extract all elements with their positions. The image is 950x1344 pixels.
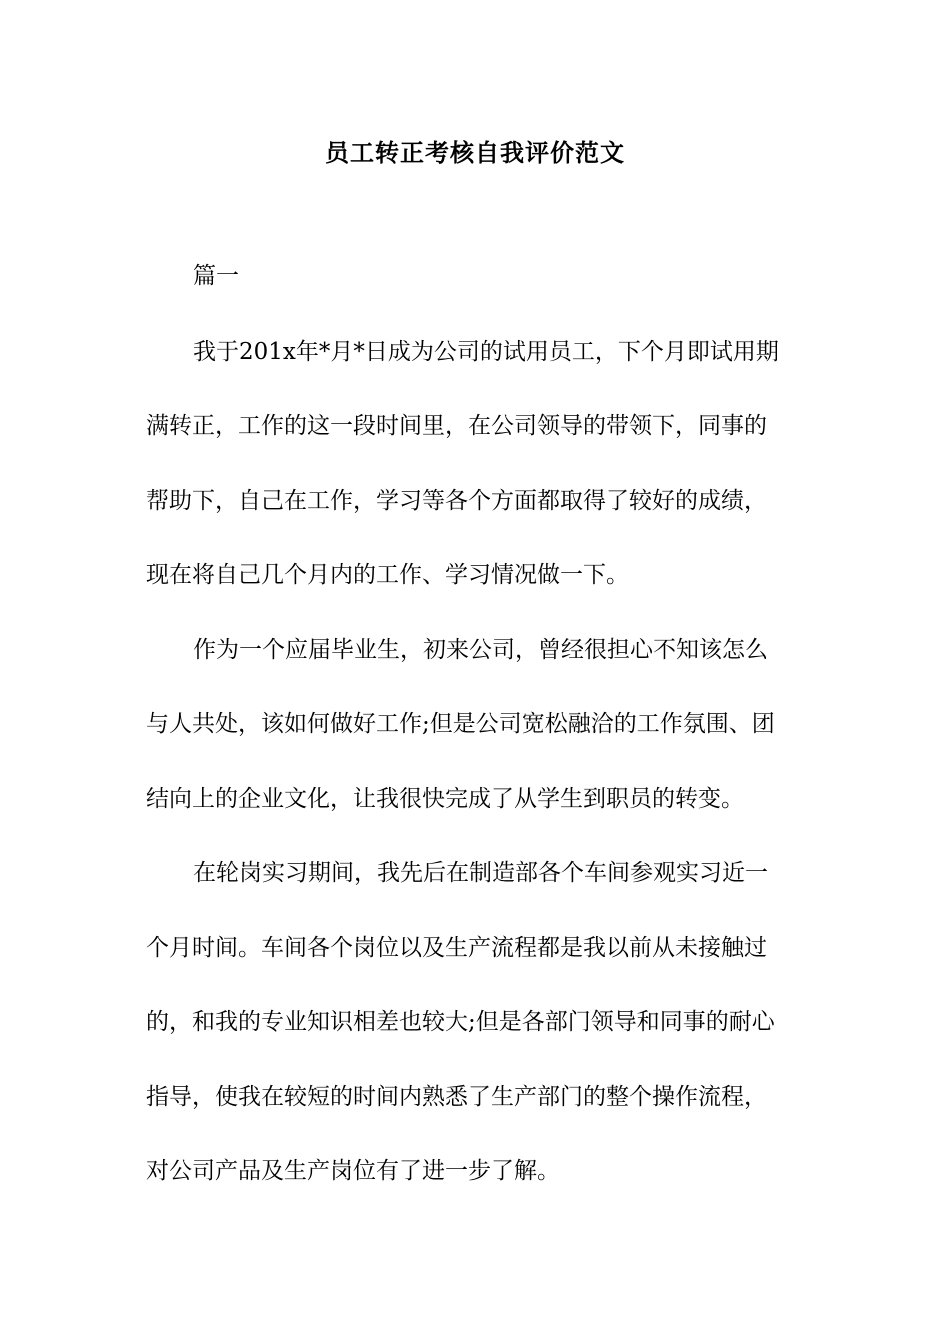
document-title: 员工转正考核自我评价范文 bbox=[325, 138, 625, 167]
paragraph-2-line-3: 结向上的企业文化，让我很快完成了从学生到职员的转变。 bbox=[146, 786, 744, 812]
paragraph-2-line-2: 与人共处，该如何做好工作;但是公司宽松融洽的工作氛围、团 bbox=[146, 711, 775, 737]
paragraph-3-line-4: 指导，使我在较短的时间内熟悉了生产部门的整个操作流程， bbox=[146, 1084, 767, 1110]
paragraph-2-line-1: 作为一个应届毕业生，初来公司，曾经很担心不知该怎么 bbox=[193, 637, 768, 663]
paragraph-3-line-1: 在轮岗实习期间，我先后在制造部各个车间参观实习近一 bbox=[193, 860, 768, 886]
paragraph-1-line-3: 帮助下，自己在工作，学习等各个方面都取得了较好的成绩， bbox=[146, 488, 767, 514]
paragraph-3-line-2: 个月时间。车间各个岗位以及生产流程都是我以前从未接触过 bbox=[146, 935, 767, 961]
paragraph-1-line-1: 我于201x年*月*日成为公司的试用员工，下个月即试用期 bbox=[193, 339, 779, 365]
paragraph-3-line-3: 的，和我的专业知识相差也较大;但是各部门领导和同事的耐心 bbox=[146, 1009, 775, 1035]
section-heading: 篇一 bbox=[193, 263, 239, 289]
paragraph-3-line-5: 对公司产品及生产岗位有了进一步了解。 bbox=[146, 1158, 560, 1184]
paragraph-1-line-2: 满转正，工作的这一段时间里，在公司领导的带领下，同事的 bbox=[146, 413, 767, 439]
paragraph-1-line-4: 现在将自己几个月内的工作、学习情况做一下。 bbox=[146, 562, 629, 588]
